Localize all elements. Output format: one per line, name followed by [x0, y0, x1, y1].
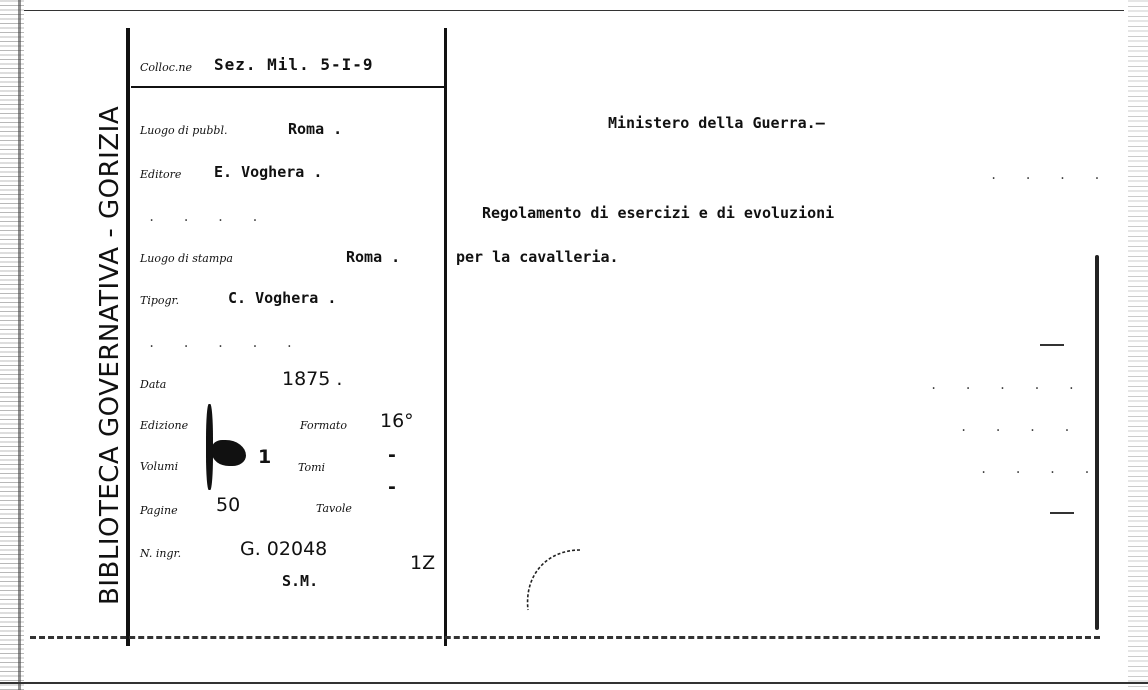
- side-mark: 1Z: [410, 552, 436, 574]
- blank-line-dots: . . . .: [148, 210, 269, 224]
- tomi-label: Tomi: [298, 461, 326, 474]
- library-name: BIBLIOTECA GOVERNATIVA - GORIZIA: [95, 105, 125, 605]
- n-ingr-value: G. 02048: [240, 538, 328, 560]
- author-heading: Ministero della Guerra.—: [608, 114, 825, 132]
- data-label: Data: [140, 378, 167, 391]
- collocazione-rule: [131, 86, 444, 88]
- ink-arc: [518, 544, 598, 614]
- dot-row: . . . .: [990, 168, 1111, 182]
- editore-value: E. Voghera .: [214, 163, 323, 181]
- middle-divider: [444, 28, 447, 646]
- title-line-1: Regolamento di esercizi e di evoluzioni: [482, 204, 835, 222]
- dash-mark: [1040, 344, 1064, 346]
- n-ingr-extra: S.M.: [282, 572, 319, 590]
- ink-blot: [212, 440, 246, 466]
- card-bottom-edge: [30, 632, 1100, 639]
- dot-row: . . . .: [980, 462, 1101, 476]
- luogo-pubbl-value: Roma .: [288, 120, 343, 138]
- collocazione-value: Sez. Mil. 5-I-9: [214, 55, 374, 74]
- editore-label: Editore: [140, 168, 182, 181]
- tavole-label: Tavole: [316, 502, 352, 515]
- luogo-pubbl-label: Luogo di pubbl.: [140, 124, 228, 137]
- title-line-2: per la cavalleria.: [456, 248, 619, 266]
- pagine-label: Pagine: [140, 504, 178, 517]
- scan-edge-right: [1128, 0, 1148, 690]
- scan-edge-line: [18, 0, 21, 690]
- volumi-label: Volumi: [140, 460, 179, 473]
- scan-bottom-edge: [0, 682, 1148, 684]
- dash-mark: [1050, 512, 1074, 514]
- pagine-value: 50: [216, 494, 241, 516]
- tipogr-label: Tipogr.: [140, 294, 180, 307]
- left-divider: [126, 28, 130, 646]
- blank-line-dots-2: . . . . .: [148, 336, 304, 350]
- volumi-value: 1: [258, 446, 272, 468]
- tavole-value: -: [388, 476, 396, 498]
- edizione-label: Edizione: [140, 419, 189, 432]
- luogo-stampa-value: Roma .: [346, 248, 401, 266]
- data-value: 1875 .: [282, 368, 343, 390]
- luogo-stampa-label: Luogo di stampa: [140, 252, 233, 265]
- formato-value: 16°: [380, 410, 414, 432]
- dot-row: . . . . .: [930, 378, 1086, 392]
- card-top-edge: [24, 0, 1124, 11]
- n-ingr-label: N. ingr.: [140, 547, 182, 560]
- tipogr-value: C. Voghera .: [228, 289, 337, 307]
- dot-row: . . . .: [960, 420, 1081, 434]
- right-divider: [1095, 255, 1099, 630]
- collocazione-label: Colloc.ne: [140, 61, 192, 74]
- formato-label: Formato: [300, 419, 347, 432]
- tomi-value: -: [388, 444, 396, 466]
